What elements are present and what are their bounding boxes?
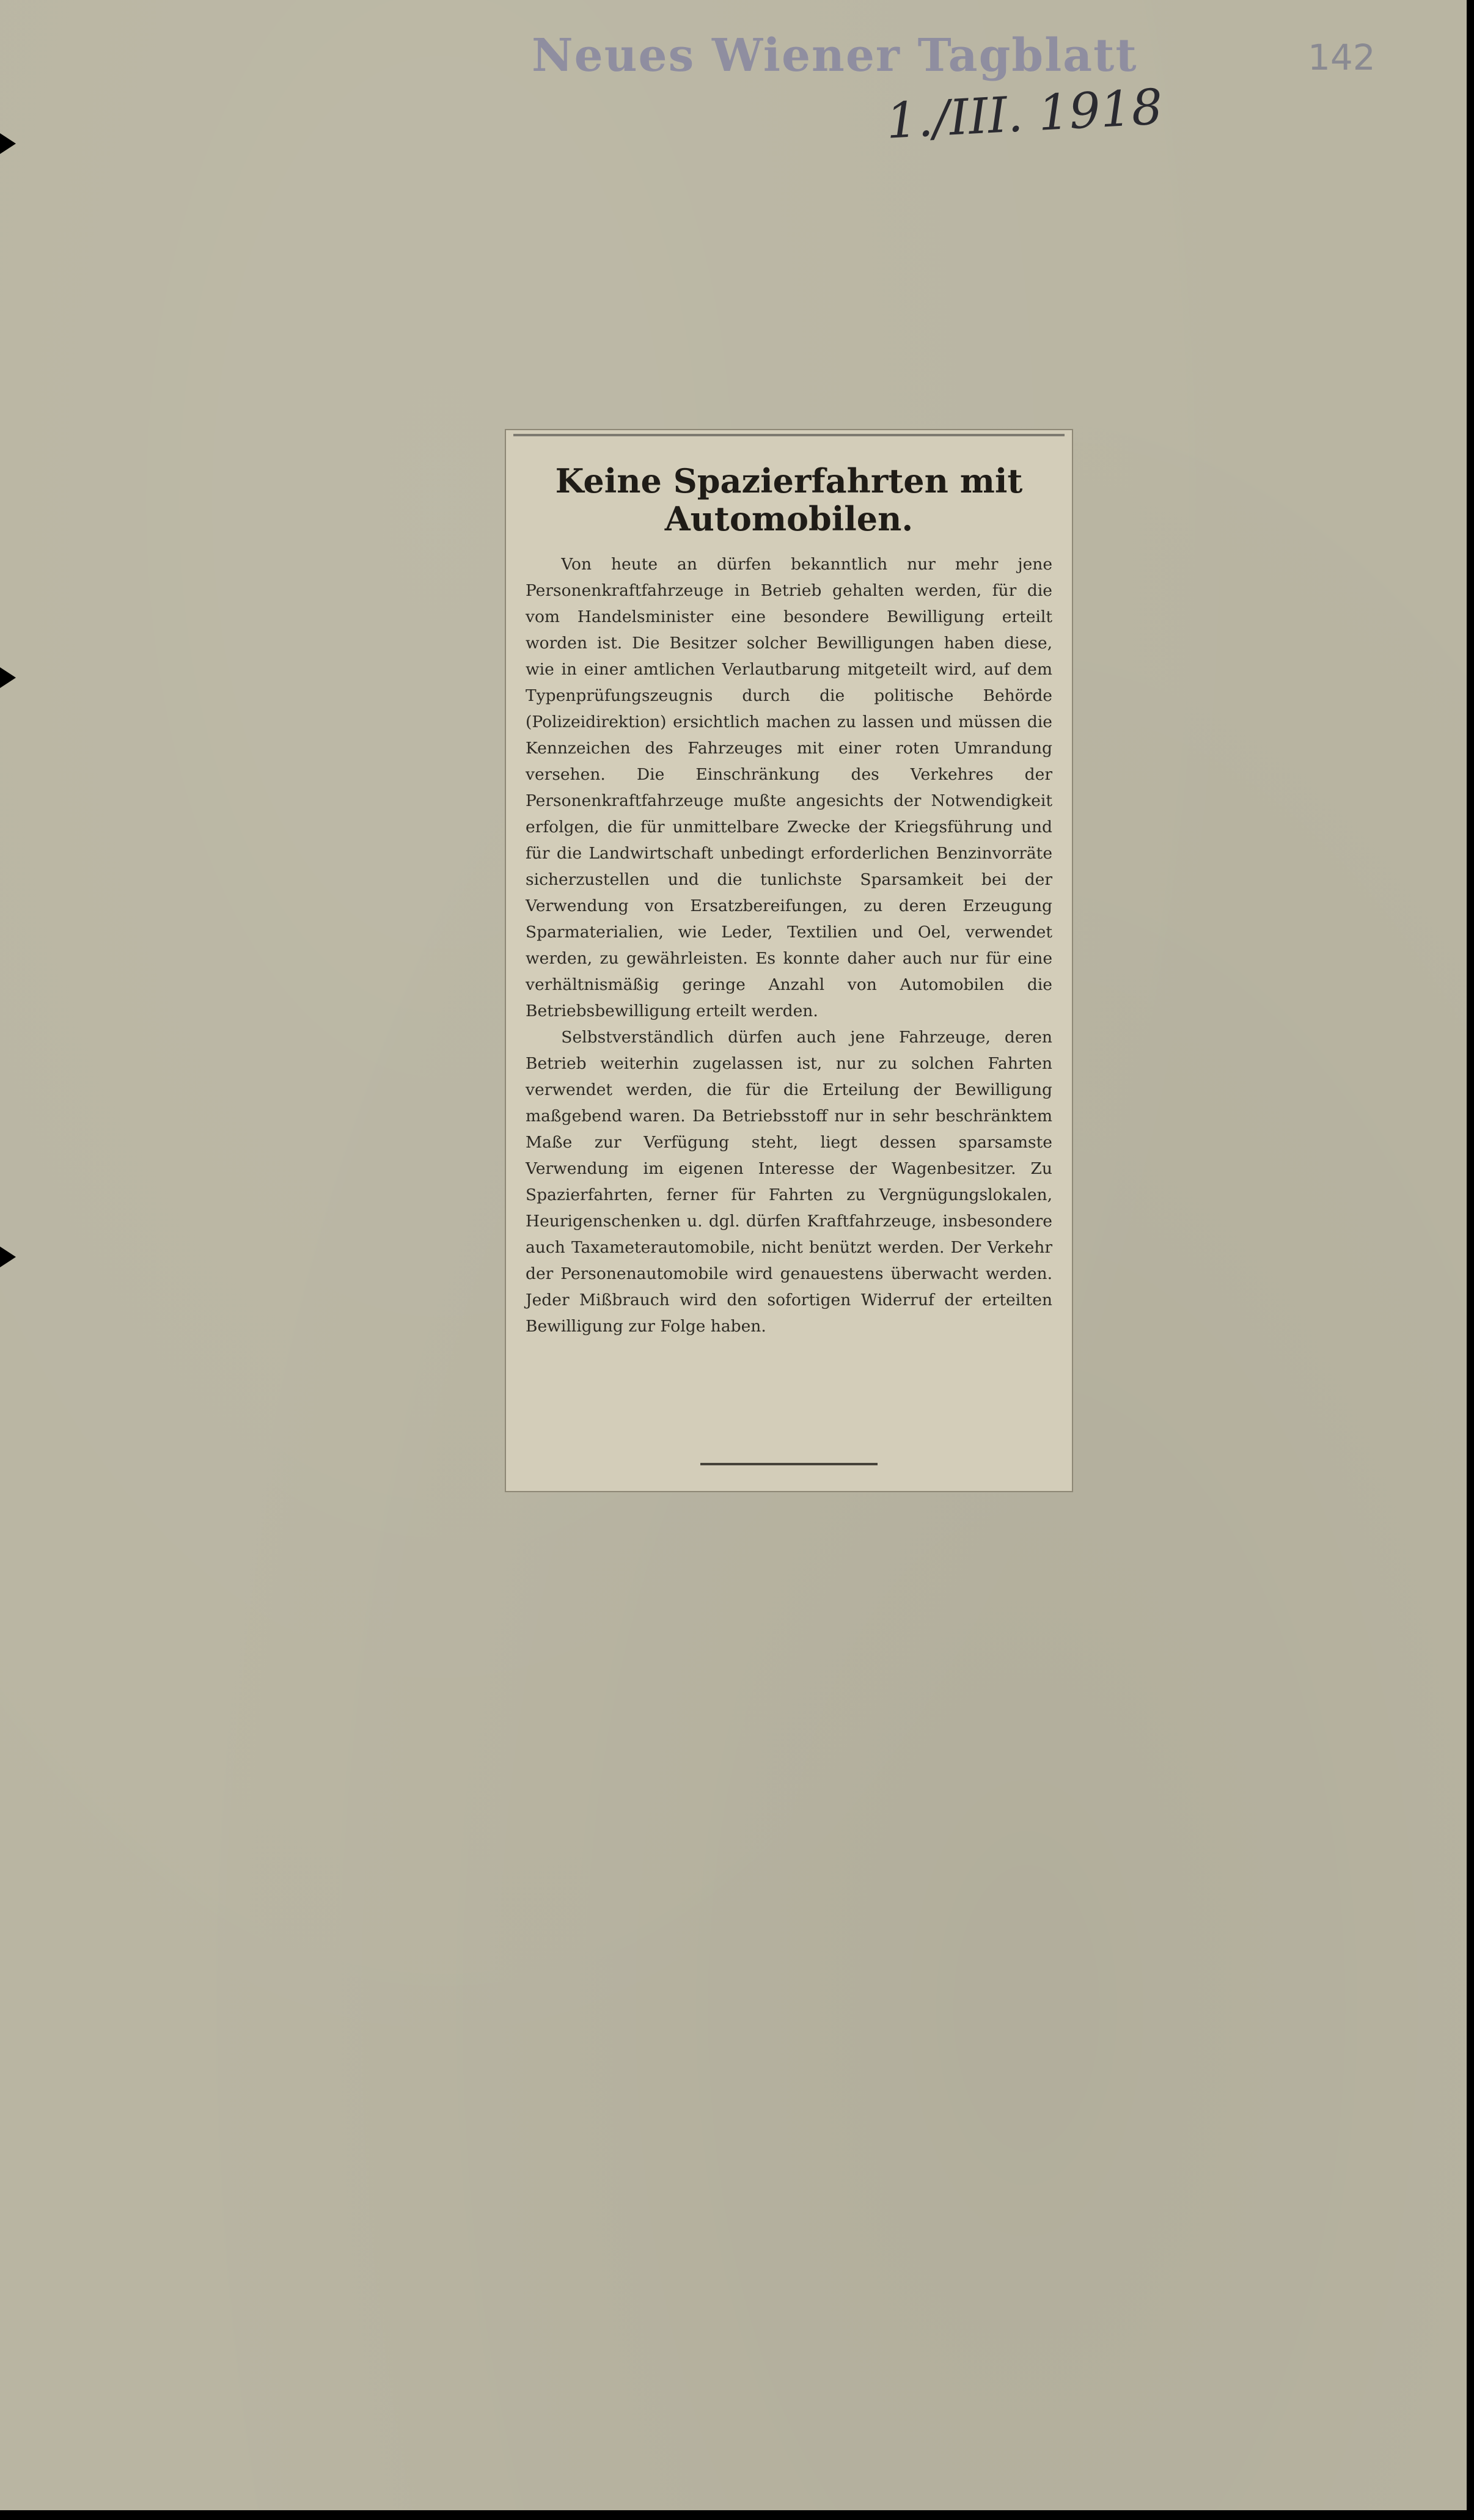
punch-hole-mark	[0, 667, 16, 688]
newspaper-clipping	[505, 429, 1073, 1492]
punch-hole-mark	[0, 1247, 16, 1267]
clipping-bottom-rule	[700, 1463, 878, 1465]
article-paragraph-1: Von heute an dürfen bekanntlich nur mehr jene Personenkraftfahrzeuge in Betrieb gehalten werden, für die vom Handelsminister eine besondere Bewilligung erteilt worden ist. Die Besitzer solcher Bewilligungen haben diese, wie in einer amtlichen Verlautbarung mitgeteilt wird, auf dem Typenprüfungszeugnis durch die politische Behörde (Polizeidirektion) ersichtlich machen zu lassen und müssen die Kennzeichen des Fahrzeuges mit einer roten Umrandung versehen. Die Einschränkung des Verkehres der Personenkraftfahrzeuge mußte angesichts der Notwendigkeit erfolgen, die für unmittelbare Zwecke der Kriegsführung und für die Landwirtschaft unbedingt erforderlichen Benzinvorräte sicherzustellen und die tunlichste Sparsamkeit bei der Verwendung von Ersatzbereifungen, zu deren Erzeugung Sparmaterialien, wie Leder, Textilien und Oel, verwendet werden, zu gewährleisten. Es konnte daher auch nur für eine verhältnismäßig geringe Anzahl von Automobilen die Betriebsbewilligung erteilt werden.	[526, 555, 1052, 1020]
article-paragraph-2: Selbstverständlich dürfen auch jene Fahrzeuge, deren Betrieb weiterhin zugelassen ist, nur zu solchen Fahrten verwendet werden, die für die Erteilung der Bewilligung maßgebend waren. Da Betriebsstoff nur in sehr beschränktem Maße zur Verfügung steht, liegt dessen sparsamste Verwendung im eigenen Interesse der Wagenbesitzer. Zu Spazierfahrten, ferner für Fahrten zu Vergnügungslokalen, Heurigenschenken u. dgl. dürfen Kraftfahrzeuge, insbesondere auch Taxameterautomobile, nicht benützt werden. Der Verkehr der Personenautomobile wird genauestens überwacht werden. Jeder Mißbrauch wird den sofortigen Widerruf der erteilten Bewilligung zur Folge haben.	[526, 1028, 1052, 1336]
archive-number: 142	[1308, 37, 1376, 78]
newspaper-name-stamp: Neues Wiener Tagblatt	[532, 29, 1138, 82]
clipping-top-rule	[513, 434, 1065, 436]
handwritten-date: 1./III. 1918	[884, 78, 1164, 150]
article-headline: Keine Spazierfahrten mit Automobilen.	[555, 461, 1023, 538]
punch-hole-mark	[0, 133, 16, 154]
